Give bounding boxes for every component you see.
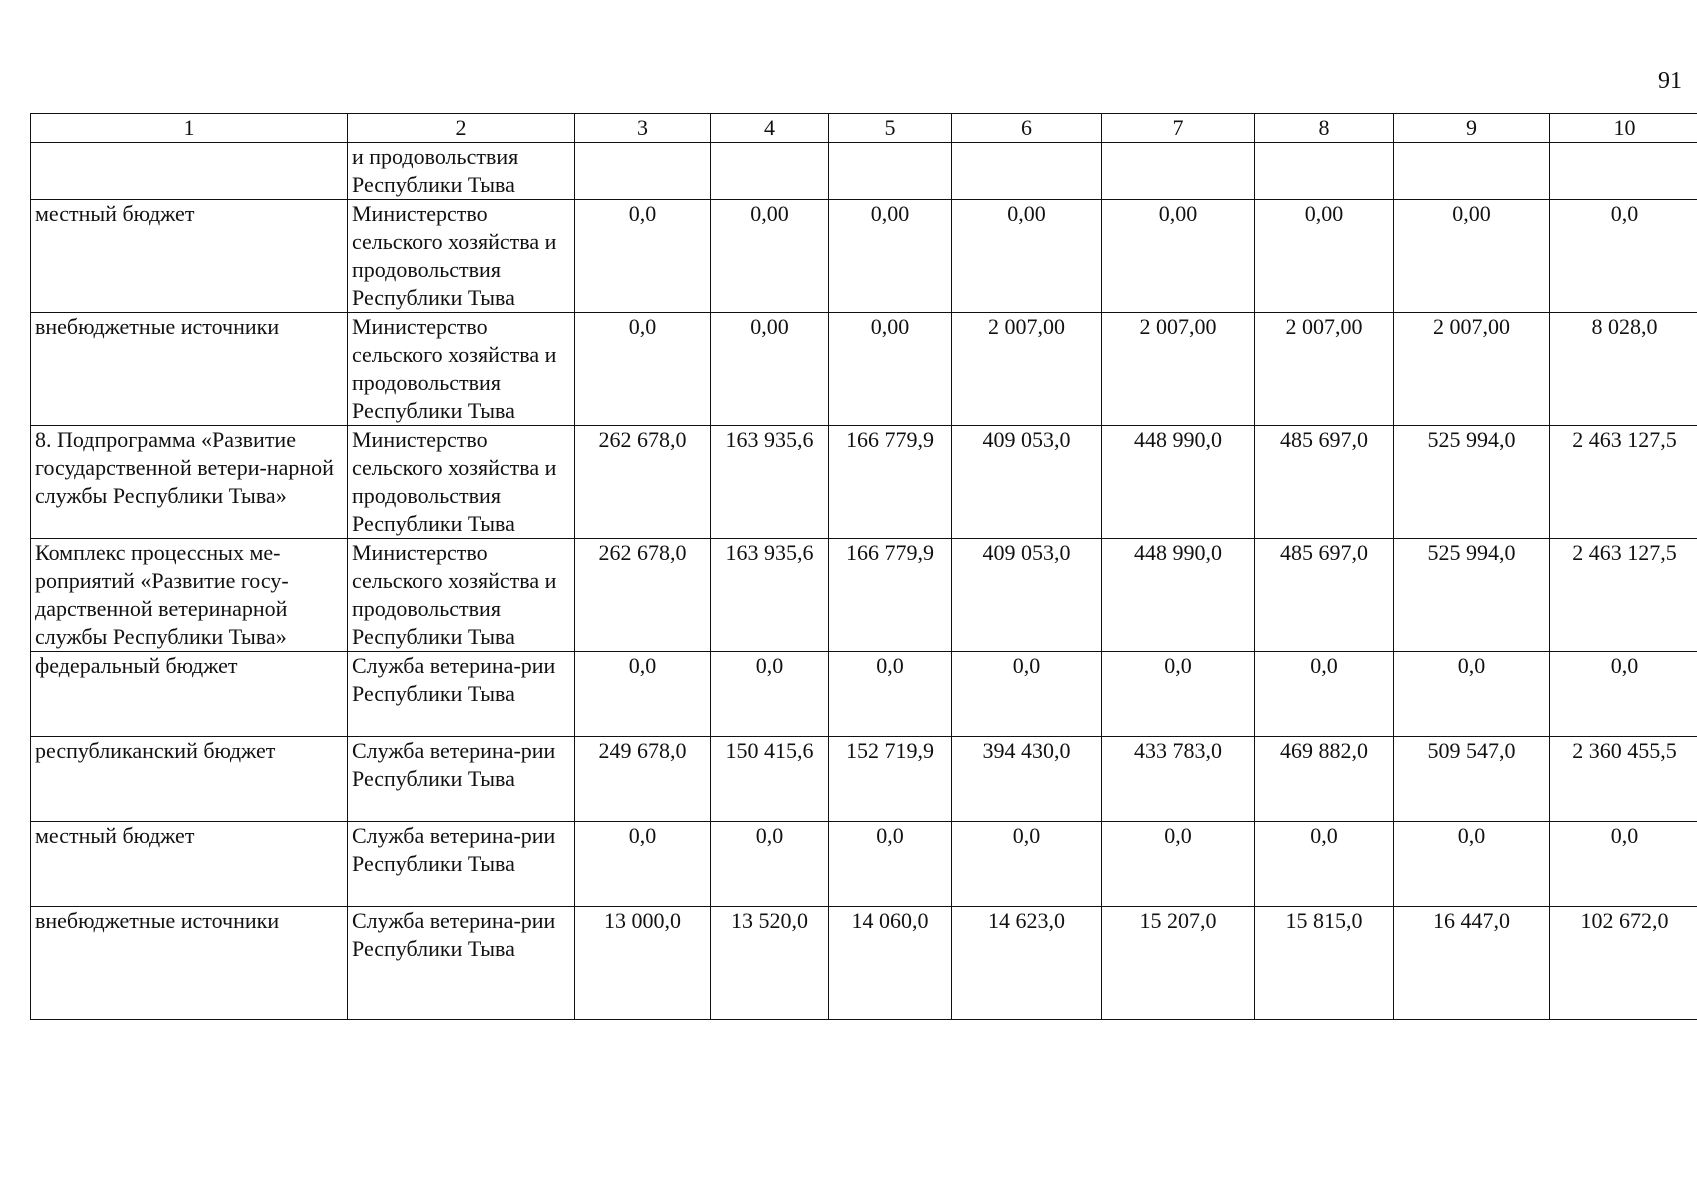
table-row	[31, 313, 1697, 426]
value-cell: 166 779,9	[829, 539, 952, 652]
column-header: 5	[829, 114, 952, 143]
value-cell: 0,00	[952, 200, 1102, 313]
value-cell: 0,0	[1255, 652, 1394, 737]
table-row	[31, 737, 1697, 822]
funding-source-cell	[31, 143, 348, 200]
table-row	[31, 426, 1697, 539]
value-cell: 2 007,00	[1255, 313, 1394, 426]
value-cell: 0,0	[1550, 200, 1697, 313]
value-cell: 509 547,0	[1394, 737, 1550, 822]
column-number-row	[31, 114, 1697, 143]
value-cell: 14 060,0	[829, 907, 952, 1020]
value-cell	[829, 143, 952, 200]
executor-cell: Служба ветерина-рии Республики Тыва	[348, 822, 575, 907]
value-cell: 14 623,0	[952, 907, 1102, 1020]
value-cell: 0,0	[1394, 822, 1550, 907]
value-cell	[1102, 143, 1255, 200]
value-cell	[711, 143, 829, 200]
value-cell: 0,0	[711, 822, 829, 907]
value-cell: 433 783,0	[1102, 737, 1255, 822]
value-cell	[1255, 143, 1394, 200]
value-cell: 0,0	[711, 652, 829, 737]
column-header: 9	[1394, 114, 1550, 143]
value-cell: 0,00	[829, 313, 952, 426]
value-cell: 163 935,6	[711, 539, 829, 652]
executor-cell: Министерство сельского хозяйства и продовольствия Республики Тыва	[348, 426, 575, 539]
value-cell: 0,0	[1394, 652, 1550, 737]
value-cell: 0,0	[1102, 652, 1255, 737]
executor-cell: Служба ветерина-рии Республики Тыва	[348, 652, 575, 737]
value-cell: 0,0	[1550, 822, 1697, 907]
value-cell: 0,0	[829, 652, 952, 737]
executor-cell: Служба ветерина-рии Республики Тыва	[348, 737, 575, 822]
value-cell: 448 990,0	[1102, 539, 1255, 652]
funding-source-cell: местный бюджет	[31, 822, 348, 907]
value-cell: 525 994,0	[1394, 539, 1550, 652]
value-cell: 0,00	[711, 200, 829, 313]
value-cell: 163 935,6	[711, 426, 829, 539]
funding-source-cell: внебюджетные источники	[31, 313, 348, 426]
value-cell: 485 697,0	[1255, 539, 1394, 652]
value-cell: 2 007,00	[952, 313, 1102, 426]
column-header: 8	[1255, 114, 1394, 143]
value-cell	[1394, 143, 1550, 200]
table-row	[31, 652, 1697, 737]
executor-cell: Министерство сельского хозяйства и продовольствия Республики Тыва	[348, 539, 575, 652]
value-cell: 0,0	[575, 313, 711, 426]
table-row	[31, 907, 1697, 1020]
column-header: 10	[1550, 114, 1697, 143]
page-number: 91	[1658, 68, 1682, 94]
value-cell: 409 053,0	[952, 539, 1102, 652]
funding-source-cell: федеральный бюджет	[31, 652, 348, 737]
executor-cell: Служба ветерина-рии Республики Тыва	[348, 907, 575, 1020]
executor-cell: и продовольствия Республики Тыва	[348, 143, 575, 200]
column-header: 4	[711, 114, 829, 143]
value-cell: 0,0	[1550, 652, 1697, 737]
value-cell: 15 207,0	[1102, 907, 1255, 1020]
value-cell: 0,0	[575, 822, 711, 907]
value-cell: 152 719,9	[829, 737, 952, 822]
activity-complex-cell: Комплекс процессных ме-роприятий «Развитие госу-дарственной ветеринарной службы Республики Тыва»	[31, 539, 348, 652]
value-cell: 0,0	[952, 822, 1102, 907]
column-header: 1	[31, 114, 348, 143]
value-cell	[1550, 143, 1697, 200]
value-cell: 166 779,9	[829, 426, 952, 539]
subprogram-title-cell: 8. Подпрограмма «Развитие государственной ветери-нарной службы Республики Тыва»	[31, 426, 348, 539]
value-cell: 2 007,00	[1102, 313, 1255, 426]
value-cell: 2 007,00	[1394, 313, 1550, 426]
value-cell: 0,0	[952, 652, 1102, 737]
column-header: 3	[575, 114, 711, 143]
funding-source-cell: внебюджетные источники	[31, 907, 348, 1020]
value-cell: 2 463 127,5	[1550, 426, 1697, 539]
value-cell: 0,00	[1394, 200, 1550, 313]
value-cell: 0,00	[829, 200, 952, 313]
value-cell: 525 994,0	[1394, 426, 1550, 539]
value-cell: 0,00	[1102, 200, 1255, 313]
table-row	[31, 143, 1697, 200]
value-cell: 249 678,0	[575, 737, 711, 822]
value-cell: 102 672,0	[1550, 907, 1697, 1020]
value-cell: 150 415,6	[711, 737, 829, 822]
value-cell: 0,0	[1102, 822, 1255, 907]
budget-table	[30, 113, 1697, 1020]
value-cell: 0,00	[711, 313, 829, 426]
column-header: 7	[1102, 114, 1255, 143]
table-row	[31, 822, 1697, 907]
executor-cell: Министерство сельского хозяйства и продовольствия Республики Тыва	[348, 313, 575, 426]
value-cell: 469 882,0	[1255, 737, 1394, 822]
value-cell: 409 053,0	[952, 426, 1102, 539]
executor-cell: Министерство сельского хозяйства и продовольствия Республики Тыва	[348, 200, 575, 313]
value-cell	[952, 143, 1102, 200]
value-cell: 2 360 455,5	[1550, 737, 1697, 822]
value-cell: 13 000,0	[575, 907, 711, 1020]
value-cell: 262 678,0	[575, 539, 711, 652]
value-cell: 0,0	[1255, 822, 1394, 907]
value-cell: 8 028,0	[1550, 313, 1697, 426]
value-cell	[575, 143, 711, 200]
table-row	[31, 539, 1697, 652]
value-cell: 0,0	[575, 200, 711, 313]
funding-source-cell: местный бюджет	[31, 200, 348, 313]
value-cell: 485 697,0	[1255, 426, 1394, 539]
value-cell: 13 520,0	[711, 907, 829, 1020]
value-cell: 448 990,0	[1102, 426, 1255, 539]
value-cell: 0,0	[575, 652, 711, 737]
value-cell: 0,00	[1255, 200, 1394, 313]
value-cell: 15 815,0	[1255, 907, 1394, 1020]
value-cell: 394 430,0	[952, 737, 1102, 822]
value-cell: 16 447,0	[1394, 907, 1550, 1020]
column-header: 6	[952, 114, 1102, 143]
column-header: 2	[348, 114, 575, 143]
table-row	[31, 200, 1697, 313]
funding-source-cell: республиканский бюджет	[31, 737, 348, 822]
value-cell: 0,0	[829, 822, 952, 907]
value-cell: 262 678,0	[575, 426, 711, 539]
value-cell: 2 463 127,5	[1550, 539, 1697, 652]
